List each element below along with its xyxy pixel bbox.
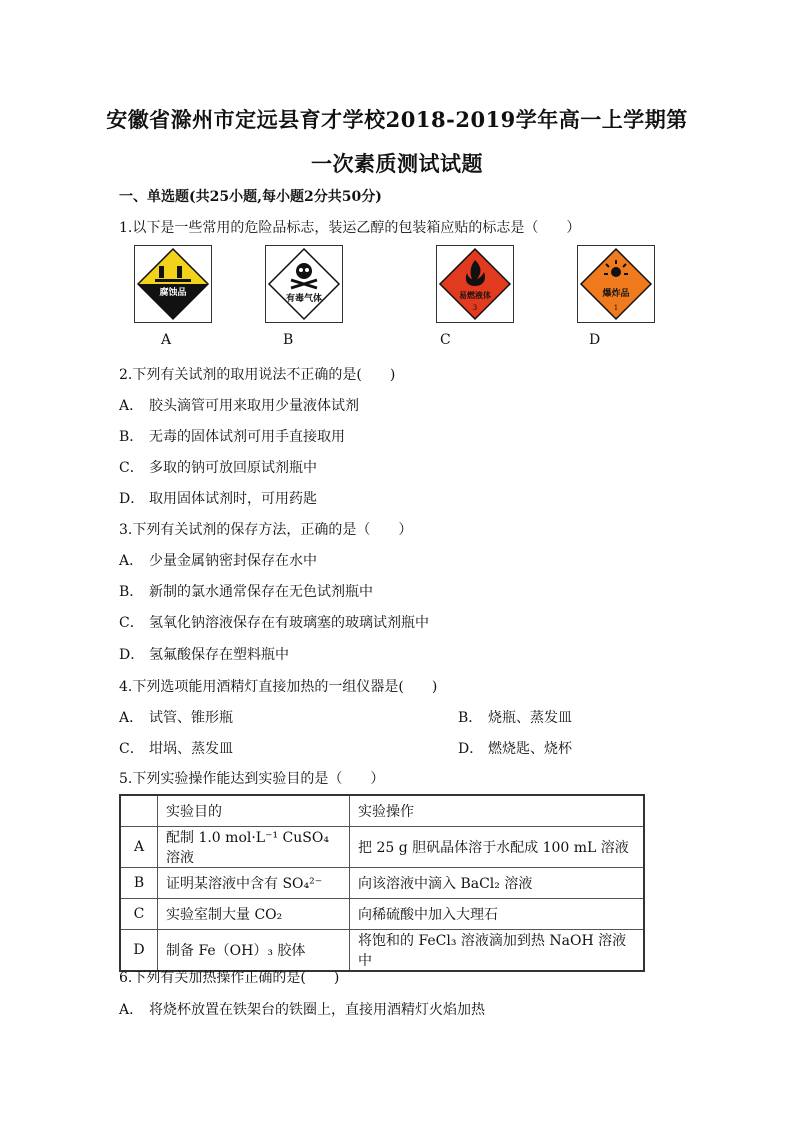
table-cell: 把 25 g 胆矾晶体溶于水配成 100 mL 溶液 [350,827,645,868]
question-4-option-c: C． 坩埚、蒸发皿 [119,741,233,757]
question-6-stem: 6.下列有关加热操作正确的是( ) [119,970,340,986]
sign-c-text: 易燃液体 [459,290,491,300]
question-3-option-b: B． 新制的氯水通常保存在无色试剂瓶中 [119,584,373,600]
question-6-option-a: A． 将烧杯放置在铁架台的铁圈上，直接用酒精灯火焰加热 [119,1002,485,1018]
table-cell: 向该溶液中滴入 BaCl₂ 溶液 [350,868,645,899]
question-2-option-a: A． 胶头滴管可用来取用少量液体试剂 [119,398,359,414]
table-cell: 将饱和的 FeCl₃ 溶液滴加到热 NaOH 溶液中 [350,930,645,972]
question-4-option-d: D． 燃烧匙、烧杯 [458,741,572,757]
table-row [120,930,644,972]
table-cell: 证明某溶液中含有 SO₄²⁻ [158,868,350,899]
table-cell: 向稀硫酸中加入大理石 [350,899,645,930]
table-row [120,899,644,930]
table-header-cell: 实验操作 [350,795,645,827]
question-2-option-b: B． 无毒的固体试剂可用手直接取用 [119,429,345,445]
question-4-option-a: A． 试管、锥形瓶 [119,710,233,726]
table-header-cell: 实验目的 [158,795,350,827]
sign-c-box [436,245,514,323]
sign-a-text: 腐蚀品 [159,288,187,298]
sign-c-label: C [440,332,451,348]
section-heading: 一、单选题(共25小题,每小题2分共50分) [119,189,382,205]
question-5-stem: 5.下列实验操作能达到实验目的是（ ） [119,771,385,787]
question-3-stem: 3.下列有关试剂的保存方法，正确的是（ ） [119,522,413,538]
corrosive-sign-icon [135,246,211,322]
explosive-sign-icon [578,246,654,322]
sign-c-number: 3 [472,304,478,312]
question-2-stem: 2.下列有关试剂的取用说法不正确的是( ) [119,367,396,383]
toxic-gas-sign-icon [266,246,342,322]
question-3-option-a: A． 少量金属钠密封保存在水中 [119,553,317,569]
question-2-option-d: D． 取用固体试剂时，可用药匙 [119,491,317,507]
sign-d-text: 爆炸品 [602,289,630,299]
sign-d-number: 1 [613,304,619,312]
table-row [120,868,644,899]
question-1-stem: 1.以下是一些常用的危险品标志，装运乙醇的包装箱应贴的标志是（ ） [119,220,581,236]
question-3-option-d: D． 氢氟酸保存在塑料瓶中 [119,647,289,663]
table-header-cell [120,795,158,827]
sign-b-label: B [283,332,294,348]
table-cell: 实验室制大量 CO₂ [158,899,350,930]
table-cell: 制备 Fe（OH）₃ 胶体 [158,930,350,972]
table-row [120,827,644,868]
question-5-table [119,794,645,972]
sign-d-box [577,245,655,323]
question-2-option-c: C． 多取的钠可放回原试剂瓶中 [119,460,317,476]
table-cell: A [120,827,158,868]
sign-b-text: 有毒气体 [285,294,323,304]
flammable-liquid-sign-icon [437,246,513,322]
sign-a-label: A [161,332,172,348]
table-cell: C [120,899,158,930]
sign-d-label: D [589,332,601,348]
question-4-option-b: B． 烧瓶、蒸发皿 [458,710,572,726]
page-title-line1: 安徽省滁州市定远县育才学校2018-2019学年高一上学期第 [106,107,688,132]
page-title-line2: 一次素质测试试题 [311,151,483,176]
question-4-stem: 4.下列选项能用酒精灯直接加热的一组仪器是( ) [119,679,438,695]
sign-a-box [134,245,212,323]
table-cell: B [120,868,158,899]
sign-b-box [265,245,343,323]
table-cell: 配制 1.0 mol·L⁻¹ CuSO₄ 溶液 [158,827,350,868]
table-cell: D [120,930,158,972]
question-3-option-c: C． 氢氧化钠溶液保存在有玻璃塞的玻璃试剂瓶中 [119,615,429,631]
table-header-row [120,795,644,827]
